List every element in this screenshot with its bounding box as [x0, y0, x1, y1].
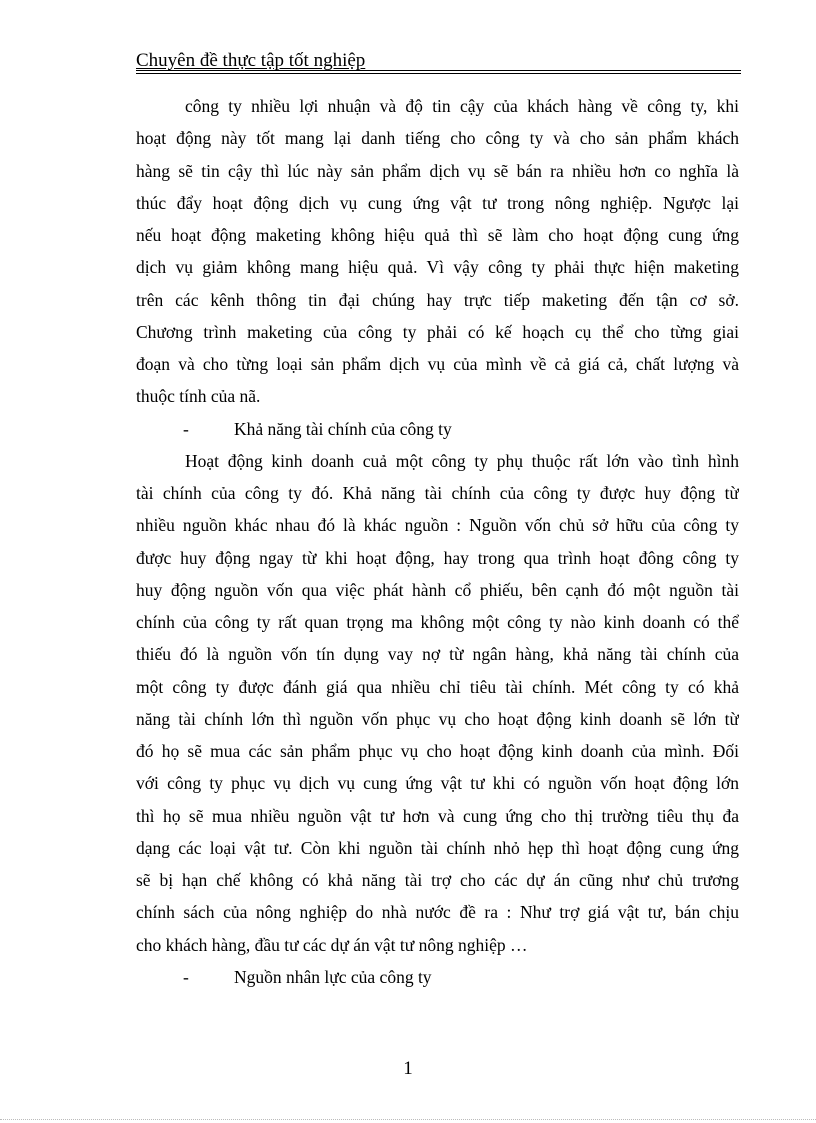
header-title: Chuyên đề thực tập tốt nghiệp [136, 50, 366, 71]
text-line: công ty nhiều lợi nhuận và độ tin cậy của khách hàng về công ty, khi [185, 96, 739, 116]
document-body [136, 90, 739, 993]
text-line: dạng các loại vật tư. Còn khi nguồn tài chính nhỏ hẹp thì hoạt động cung ứng [136, 837, 739, 858]
page-number: 1 [403, 1058, 413, 1079]
text-line: thuộc tính của nã. [136, 386, 261, 407]
text-line: thì họ sẽ mua nhiều nguồn vật tư hơn và cung ứng cho thị trường tiêu thụ đa [136, 805, 739, 826]
text-line: hoạt động này tốt mang lại danh tiếng cho công ty và cho sản phẩm khách [136, 128, 739, 149]
text-line: chính sách của nông nghiệp do nhà nước đề ra : Như trợ giá vật tư, bán chịu [136, 902, 739, 923]
text-line: thúc đẩy hoạt động dịch vụ cung ứng vật tư trong nông nghiệp. Ngược lại [136, 192, 739, 213]
text-line: hàng sẽ tin cậy thì lúc này sản phẩm dịch vụ sẽ bán ra nhiều hơn co nghĩa là [136, 160, 739, 181]
text-line: đó họ sẽ mua các sản phẩm phục vụ cho hoạt động kinh doanh của mình. Đối [136, 741, 739, 761]
text-line: huy động nguồn vốn qua việc phát hành cổ phiếu, bên cạnh đó một nguồn tài [136, 579, 739, 600]
text-line: thiếu đó là nguồn vốn tín dụng vay nợ từ ngân hàng, khả năng tài chính của [136, 644, 739, 665]
text-line: Hoạt động kinh doanh cuả một công ty phụ thuộc rất lớn vào tình hình [185, 450, 739, 471]
text-line: được huy động ngay từ khi hoạt động, hay trong qua trình hoạt đông công ty [136, 547, 739, 568]
bullet-mark: - [183, 966, 189, 987]
text-line: nếu hoạt động maketing không hiệu quả thì sẽ làm cho hoạt động cung ứng [136, 225, 739, 245]
header-rule [136, 70, 741, 74]
bullet-text: Khả năng tài chính của công ty [234, 418, 452, 439]
text-line: sẽ bị hạn chế không có khả năng tài trợ cho các dự án cũng như chủ trương [136, 870, 739, 890]
text-line: Chương trình maketing của công ty phải có kế hoạch cụ thể cho từng giai [136, 321, 739, 342]
paragraph-financial [136, 445, 739, 961]
bullet-mark: - [183, 418, 189, 439]
text-line: một công ty được đánh giá qua nhiều chỉ tiêu tài chính. Mét công ty có khả [136, 676, 739, 697]
page-bottom-border [0, 1119, 816, 1120]
bullet-text: Nguồn nhân lực của công ty [234, 966, 432, 987]
text-line: nhiều nguồn khác nhau đó là khác nguồn : Nguồn vốn chủ sở hữu của công ty [136, 515, 739, 536]
text-line: tài chính của công ty đó. Khả năng tài chính của công ty được huy động từ [136, 483, 739, 503]
text-line: chính của công ty rất quan trọng ma không một công ty nào kinh doanh có thể [136, 612, 739, 632]
text-line: năng tài chính lớn thì nguồn vốn phục vụ cho hoạt động kinh doanh sẽ lớn từ [136, 708, 739, 729]
text-line: cho khách hàng, đầu tư các dự án vật tư nông nghiệp … [136, 934, 528, 955]
text-line: với công ty phục vụ dịch vụ cung ứng vật tư khi có nguồn vốn hoạt động lớn [136, 773, 739, 794]
bullet-heading-human-resources [136, 961, 739, 993]
bullet-heading-financial [136, 413, 739, 445]
page-header [136, 50, 741, 74]
text-line: dịch vụ giảm không mang hiệu quả. Vì vậy công ty phải thực hiện maketing [136, 257, 739, 278]
paragraph-marketing [136, 90, 739, 413]
text-line: trên các kênh thông tin đại chúng hay trực tiếp maketing đến tận cơ sở. [136, 289, 739, 310]
text-line: đoạn và cho từng loại sản phẩm dịch vụ của mình về cả giá cả, chất lượng và [136, 354, 739, 374]
